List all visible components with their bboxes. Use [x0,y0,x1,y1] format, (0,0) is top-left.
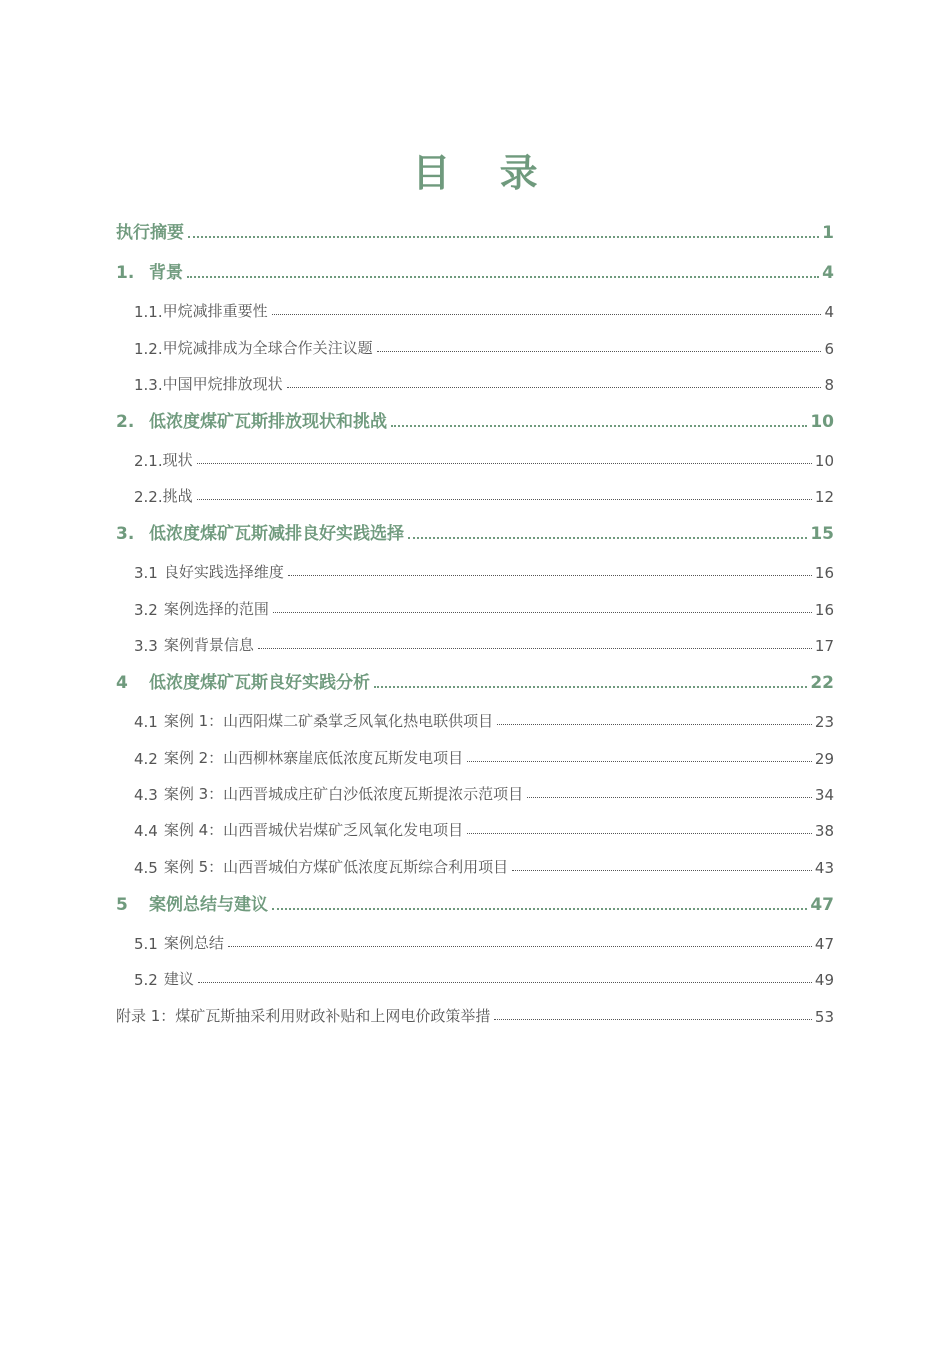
toc-entry-page: 22 [810,673,834,693]
toc-leader [497,724,812,725]
toc-entry-2-2[interactable] [134,482,834,506]
toc-entry-label: 背景 [149,263,183,283]
toc-entry-number: 2.2. [134,488,163,506]
toc-entry-label: 案例 4：山西晋城伏岩煤矿乏风氧化发电项目 [163,821,464,839]
toc-entry-number: 3.2 [134,601,158,619]
toc-entry-page: 43 [814,859,834,877]
toc-entry-1-3[interactable] [134,370,834,394]
toc-entry-page: 4 [822,263,834,283]
toc-entry-label: 低浓度煤矿瓦斯排放现状和挑战 [149,412,387,432]
toc-leader [391,425,807,427]
toc-entry-label: 案例总结 [163,934,224,952]
toc-entry-number: 2. [116,412,135,432]
toc-entry-page: 16 [814,564,834,582]
toc-entry-number: 5 [116,895,128,915]
toc-entry-page: 34 [814,786,834,804]
toc-entry-number: 1.2. [134,340,163,358]
toc-leader [467,761,812,762]
toc-entry-label: 挑战 [162,487,193,505]
toc-entry-page: 6 [824,340,834,358]
toc-leader [467,833,812,834]
toc-leader [287,387,822,388]
toc-entry-4-4[interactable] [134,816,834,840]
toc-entry-3[interactable] [116,520,834,544]
toc-entry-number: 4.1 [134,713,158,731]
toc-entry-3-2[interactable] [134,595,834,619]
toc-entry-page: 47 [814,935,834,953]
toc-leader [187,276,819,278]
toc-entry-page: 49 [814,971,834,989]
toc-entry-number: 5.1 [134,935,158,953]
toc-leader [197,499,812,500]
toc-entry-3-3[interactable] [134,631,834,655]
toc-entry-appendix-1[interactable] [116,1002,834,1026]
toc-entry-1-2[interactable] [134,334,834,358]
toc-entry-label: 甲烷减排成为全球合作关注议题 [162,339,373,357]
toc-leader [377,351,822,352]
toc-entry-4-1[interactable] [134,707,834,731]
toc-entry-number: 4.3 [134,786,158,804]
toc-entry-label: 案例背景信息 [163,636,254,654]
toc-entry-label: 现状 [162,451,193,469]
toc-entry-page: 15 [810,524,834,544]
toc-leader [527,797,812,798]
toc-entry-2-1[interactable] [134,446,834,470]
toc-entry-4[interactable] [116,669,834,693]
toc-leader [408,537,807,539]
toc-entry-page: 16 [814,601,834,619]
toc-entry-number: 5.2 [134,971,158,989]
toc-entry-page: 17 [814,637,834,655]
toc-entry-label: 案例 2：山西柳林寨崖底低浓度瓦斯发电项目 [163,749,464,767]
toc-entry-number: 3.3 [134,637,158,655]
toc-entry-number: 2.1. [134,452,163,470]
toc-entry-page: 38 [814,822,834,840]
toc-entry-number: 1.3. [134,376,163,394]
toc-entry-2[interactable] [116,408,834,432]
toc-entry-number: 4.5 [134,859,158,877]
toc-entry-number: 4.2 [134,750,158,768]
toc-entry-label: 良好实践选择维度 [163,563,284,581]
toc-entry-4-3[interactable] [134,780,834,804]
toc-entry-5-1[interactable] [134,929,834,953]
toc-leader [197,463,812,464]
page-title: 目 录 [412,151,556,195]
toc-entry-3-1[interactable] [134,558,834,582]
toc-entry-page: 1 [822,223,834,243]
toc-entry-label: 案例 5：山西晋城伯方煤矿低浓度瓦斯综合利用项目 [163,858,509,876]
toc-entry-page: 29 [814,750,834,768]
toc-leader [512,870,812,871]
toc-entry-page: 8 [824,376,834,394]
toc-entry-label: 低浓度煤矿瓦斯良好实践分析 [149,673,370,693]
toc-entry-number: 4.4 [134,822,158,840]
toc-entry-page: 23 [814,713,834,731]
toc-leader [272,314,822,315]
toc-entry-5[interactable] [116,891,834,915]
toc-entry-label: 案例总结与建议 [149,895,268,915]
toc-leader [188,236,819,238]
toc-leader [272,908,807,910]
toc-entry-executive-summary[interactable] [116,219,834,243]
toc-entry-label: 中国甲烷排放现状 [162,375,283,393]
toc-entry-label: 案例选择的范围 [163,600,269,618]
toc-entry-4-2[interactable] [134,744,834,768]
toc-entry-number: 4 [116,673,128,693]
toc-entry-page: 12 [814,488,834,506]
toc-entry-5-2[interactable] [134,965,834,989]
toc-entry-page: 4 [824,303,834,321]
toc-entry-label: 案例 1：山西阳煤二矿桑掌乏风氧化热电联供项目 [163,712,494,730]
toc-entry-number: 3.1 [134,564,158,582]
toc-leader [198,982,812,983]
toc-entry-label: 附录 1：煤矿瓦斯抽采利用财政补贴和上网电价政策举措 [116,1007,491,1025]
toc-entry-label: 低浓度煤矿瓦斯减排良好实践选择 [149,524,404,544]
toc-entry-page: 10 [814,452,834,470]
toc-entry-number: 1.1. [134,303,163,321]
toc-leader [258,648,812,649]
toc-leader [288,575,812,576]
toc-entry-1[interactable] [116,259,834,283]
toc-entry-number: 3. [116,524,135,544]
toc-entry-1-1[interactable] [134,297,834,321]
toc-entry-number: 1. [116,263,135,283]
toc-leader [494,1019,812,1020]
toc-entry-label: 建议 [163,970,194,988]
toc-entry-4-5[interactable] [134,853,834,877]
toc-entry-label: 案例 3：山西晋城成庄矿白沙低浓度瓦斯提浓示范项目 [163,785,524,803]
toc-entry-label: 执行摘要 [116,223,184,243]
toc-entry-page: 47 [810,895,834,915]
toc-entry-label: 甲烷减排重要性 [162,302,268,320]
toc-entry-page: 10 [810,412,834,432]
toc-leader [228,946,812,947]
toc-entry-page: 53 [814,1008,834,1026]
toc-leader [273,612,812,613]
toc-leader [374,686,807,688]
